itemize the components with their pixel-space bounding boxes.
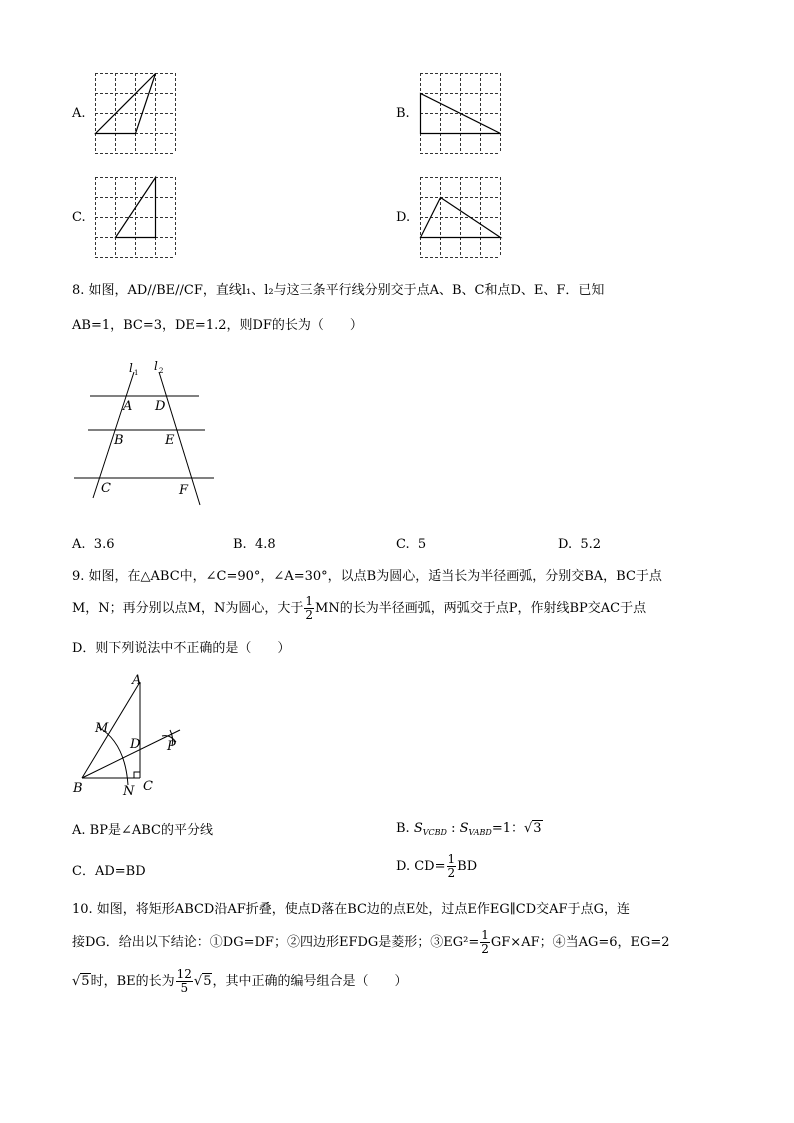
q8-choice-a[interactable]: A. 3.6 (72, 537, 115, 552)
label-n: N (123, 784, 135, 799)
q9-choice-b[interactable]: B. $S_{VCBD}$ : $S_{VABD}=1$：√3 (396, 821, 542, 837)
fraction-twelve-fifths: $\frac{12}{5}$ (176, 967, 192, 995)
label-l2-sub: 2 (159, 367, 164, 375)
option-label: A. (72, 106, 86, 121)
fraction-half: $\frac{1}{2}$ (481, 928, 489, 956)
label-d: D (155, 399, 166, 414)
label-c: C (143, 779, 153, 794)
fraction-half: $\frac{1}{2}$ (447, 852, 456, 880)
q9-figure (70, 672, 190, 797)
sqrt-icon: √ (72, 974, 81, 989)
grid-figure-a (95, 73, 177, 155)
q8-stem-line1: 8. 如图，AD//BE//CF，直线l₁、l₂与这三条平行线分别交于点A、B、C和点D、E、F．已知 (72, 283, 605, 298)
q10-stem-line3: √5时，BE的长为 $\frac{12}{5}$ √5，其中正确的编号组合是（ ） (72, 967, 408, 995)
sqrt-icon: √ (523, 821, 533, 836)
q9-stem-line2: M，N；再分别以点M，N为圆心，大于 $\frac{1}{2}$ MN的长为半径画弧，两弧交于点P，作射线BP交AC于点 (72, 594, 647, 622)
grid-figure-b (420, 73, 502, 155)
q8-stem-line2: AB=1，BC=3，DE=1.2，则DF的长为（ ） (72, 318, 363, 333)
q10-stem-line1: 10. 如图，将矩形ABCD沿AF折叠，使点D落在BC边的点E处，过点E作EG∥CD交AF于点G，连 (72, 902, 630, 917)
label-l2: l (154, 359, 158, 373)
grid-figure-d (420, 177, 502, 259)
label-e: E (165, 433, 175, 448)
grid-figure-c (95, 177, 177, 259)
q8-choice-d[interactable]: D. 5.2 (558, 537, 602, 552)
label-l1-sub: 1 (134, 369, 139, 377)
label-l1: l (129, 361, 133, 375)
q9-choice-c[interactable]: C．AD=BD (72, 864, 146, 879)
option-label: B. (396, 106, 410, 121)
label-c: C (101, 481, 111, 496)
label-b: B (73, 781, 83, 796)
label-p: P (167, 739, 176, 754)
sqrt-icon: √ (193, 974, 203, 989)
label-b: B (114, 433, 124, 448)
q9-choice-a[interactable]: A. BP是∠ABC的平分线 (72, 823, 213, 838)
q8-choice-c[interactable]: C. 5 (396, 537, 427, 552)
q9-stem-line3: D．则下列说法中不正确的是（ ） (72, 641, 291, 656)
q9-choice-d[interactable]: D. CD= $\frac{1}{2}$ BD (396, 852, 478, 880)
label-a: A (123, 399, 133, 414)
q9-stem-line1: 9. 如图，在△ABC中，∠C=90°，∠A=30°，以点B为圆心，适当长为半径画弧，分别交BA，BC于点 (72, 569, 662, 584)
option-label: D. (396, 210, 411, 225)
fraction-half: $\frac{1}{2}$ (305, 594, 314, 622)
q8-choice-b[interactable]: B. 4.8 (233, 537, 276, 552)
q10-stem-line2: 接DG．给出以下结论：①DG=DF；②四边形EFDG是菱形；③EG²= $\frac{1}{2}$ GF×AF；④当AG=6，EG=2 (72, 928, 670, 956)
label-m: M (95, 721, 109, 736)
label-a: A (132, 673, 142, 688)
q8-figure (72, 358, 222, 508)
label-f: F (179, 483, 189, 498)
option-label: C. (72, 210, 86, 225)
label-d: D (130, 737, 141, 752)
